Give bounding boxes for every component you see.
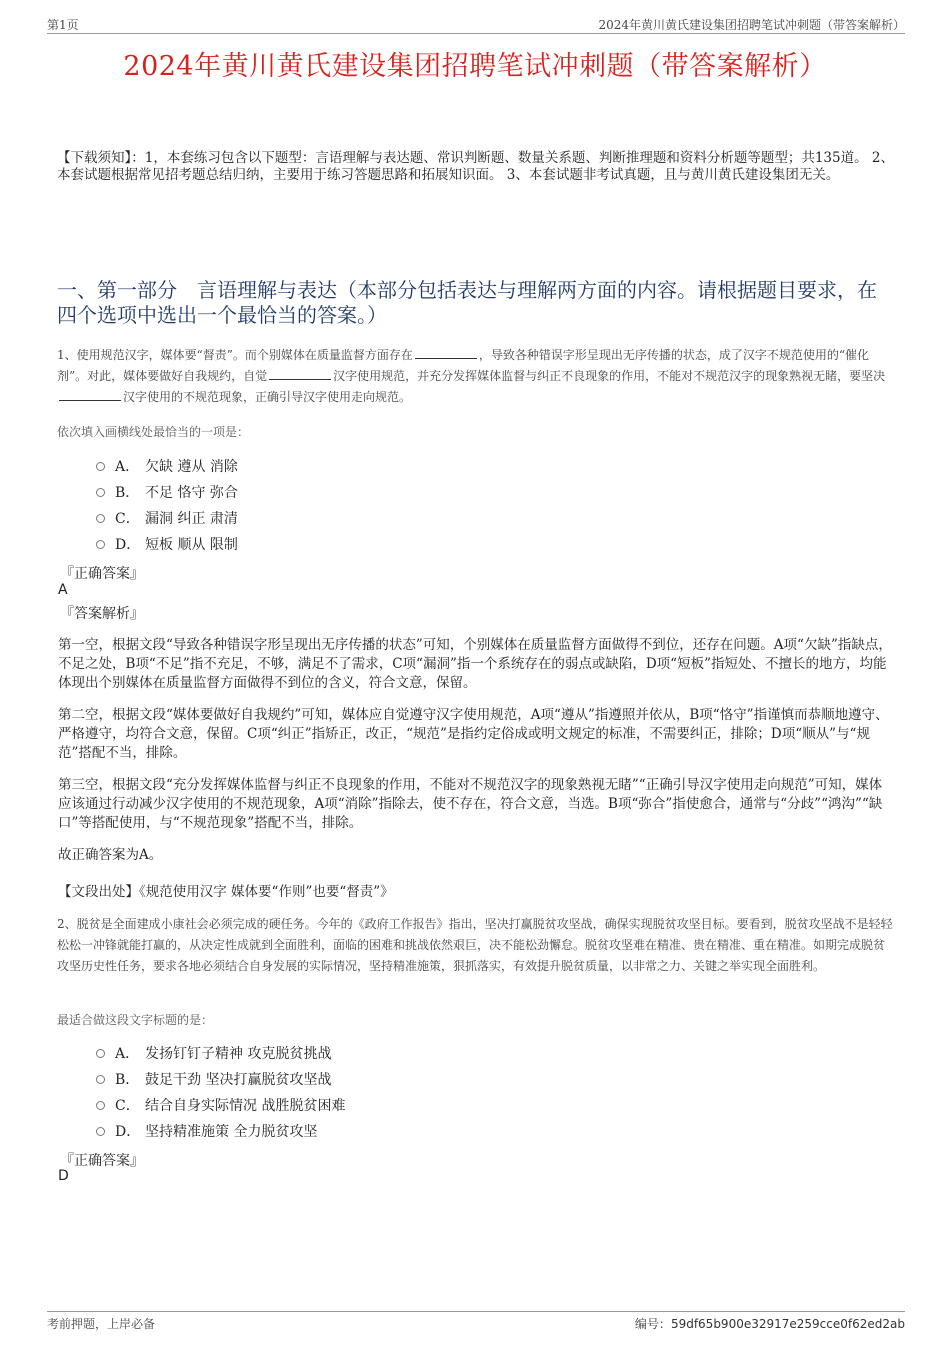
radio-icon[interactable]: [96, 1101, 105, 1110]
radio-icon[interactable]: [96, 488, 105, 497]
q1-option-b[interactable]: B． 不足 恪守 弥合: [96, 481, 238, 503]
question-2-stem: 2、脱贫是全面建成小康社会必须完成的硬任务。今年的《政府工作报告》指出，坚决打赢脱贫攻坚战，确保实现脱贫攻坚目标。要看到，脱贫攻坚战不是轻轻松松一冲锋就能打赢的，从决定性成就到全面胜利，面临的困难和挑战依然艰巨，决不能松劲懈怠。脱贫攻坚难在精准、贵在精准、重在精准。如期完成脱贫攻坚历史性任务，要求各地必须结合自身发展的实际情况，坚持精准施策，狠抓落实，有效提升脱贫质量，以非常之力、关键之举实现全面胜利。: [57, 917, 893, 973]
q2-answer-label: 『正确答案』: [60, 1153, 144, 1169]
radio-icon[interactable]: [96, 1075, 105, 1084]
q1-analysis-paragraph: 第二空，根据文段“媒体要做好自我规约”可知，媒体应自觉遵守汉字使用规范，A项“遵从”指遵照并依从，B项“恪守”指谨慎而恭顺地遵守、严格遵守，均符合文意，保留。C项“纠正”指矫正，改正，“规范”是指约定俗成或明文规定的标准，不需要纠正，排除；D项“顺从”与“规范”搭配不当，排除。: [58, 707, 889, 761]
section-heading: 一、第一部分 言语理解与表达（本部分包括表达与理解两方面的内容。请根据题目要求，在四个选项中选出一个最恰当的答案。）: [57, 278, 877, 327]
q1-option-c[interactable]: C． 漏洞 纠正 肃清: [96, 507, 238, 529]
q1-analysis-label: 『答案解析』: [60, 606, 144, 622]
q2-option-b[interactable]: B． 鼓足干劲 坚决打赢脱贫攻坚战: [96, 1068, 331, 1090]
radio-icon[interactable]: [96, 540, 105, 549]
question-1-prompt: 依次填入画横线处最恰当的一项是：: [57, 425, 250, 439]
footer-code: 编号：59df65b900e32917e259cce0f62ed2ab: [634, 1317, 905, 1331]
footer-slogan: 考前押题，上岸必备: [47, 1317, 156, 1331]
q1-analysis-conclusion: 故正确答案为A。: [58, 847, 163, 863]
document-title: 2024年黄川黄氏建设集团招聘笔试冲刺题（带答案解析）: [123, 51, 827, 82]
q1-option-d[interactable]: D． 短板 顺从 限制: [96, 533, 238, 555]
q2-option-a[interactable]: A． 发扬钉钉子精神 攻克脱贫挑战: [96, 1042, 331, 1064]
q1-analysis-paragraph: 第三空，根据文段“充分发挥媒体监督与纠正不良现象的作用，不能对不规范汉字的现象熟视无睹”“正确引导汉字使用走向规范”可知，媒体应该通过行动减少汉字使用的不规范现象，A项“消除”指除去，使不存在，符合文意，当选。B项“弥合”指使愈合，通常与“分歧”“鸿沟”“缺口”等搭配使用，与“不规范现象”搭配不当，排除。: [58, 777, 883, 831]
q2-option-d[interactable]: D． 坚持精准施策 全力脱贫攻坚: [96, 1120, 317, 1142]
page-number: 第1页: [47, 18, 79, 32]
download-notice: 【下载须知】：1，本套练习包含以下题型：言语理解与表达题、常识判断题、数量关系题、判断推理题和资料分析题等题型；共135道。 2、本套试题根据常见招考题总结归纳，主要用于练习答题思路和拓展知识面。 3、本套试题非考试真题，且与黄川黄氏建设集团无关。: [57, 150, 894, 183]
page-footer: [47, 1311, 905, 1331]
q1-analysis-paragraph: 第一空，根据文段“导致各种错误字形呈现出无序传播的状态”可知，个别媒体在质量监督方面做得不到位，还存在问题。A项“欠缺”指缺点，不足之处，B项“不足”指不充足，不够，满足不了需求，C项“漏洞”指一个系统存在的弱点或缺陷，D项“短板”指短处、不擅长的地方，均能体现出个别媒体在质量监督方面做得不到位的含义，符合文意，保留。: [58, 637, 892, 691]
radio-icon[interactable]: [96, 1049, 105, 1058]
radio-icon[interactable]: [96, 1127, 105, 1136]
blank-1: [415, 346, 477, 359]
blank-3: [59, 388, 121, 401]
header-doc-title: 2024年黄川黄氏建设集团招聘笔试冲刺题（带答案解析）: [598, 18, 905, 32]
radio-icon[interactable]: [96, 514, 105, 523]
q1-answer: A: [58, 582, 68, 598]
q1-source: 【文段出处】《规范使用汉字 媒体要“作则”也要“督责”》: [58, 884, 394, 900]
q2-answer: D: [58, 1168, 69, 1184]
q1-option-a[interactable]: A． 欠缺 遵从 消除: [96, 455, 238, 477]
q1-answer-label: 『正确答案』: [60, 566, 144, 582]
question-2-prompt: 最适合做这段文字标题的是：: [57, 1013, 214, 1027]
blank-2: [269, 367, 331, 380]
question-1-stem: 1、使用规范汉字，媒体要“督责”。而个别媒体在质量监督方面存在 ，导致各种错误字形呈现出无序传播的状态，成了汉字不规范使用的“催化剂”。对此，媒体要做好自我规约，自觉 汉字使用规范，并充分发挥媒体监督与纠正不良现象的作用，不能对不规范汉字的现象熟视无睹，要坚决汉字使用的不规范现象，正确引导汉字使用走向规范。: [57, 348, 886, 404]
radio-icon[interactable]: [96, 462, 105, 471]
page-header: [47, 16, 905, 34]
q2-option-c[interactable]: C． 结合自身实际情况 战胜脱贫困难: [96, 1094, 345, 1116]
